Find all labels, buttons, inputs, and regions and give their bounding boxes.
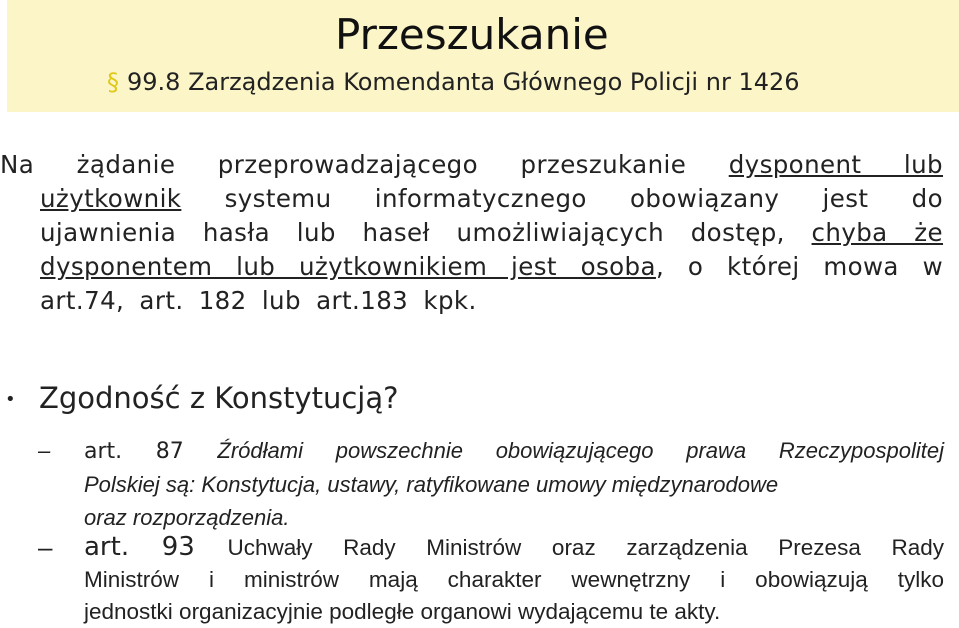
sub-item-line-3: oraz rozporządzenia. bbox=[84, 505, 290, 530]
paragraph-line-4 bbox=[40, 250, 943, 284]
sub-item-line-1 bbox=[84, 434, 944, 468]
sub-item-line-1 bbox=[84, 531, 944, 564]
paragraph-text: , o której mowa w bbox=[655, 252, 944, 281]
sub-item-art-87 bbox=[38, 434, 944, 534]
sub-item-text: Uchwały Rady Ministrów oraz zarządzenia Prezesa Rady bbox=[227, 535, 944, 560]
paragraph-text: ujawnienia hasła lub haseł umożliwiających dostęp, bbox=[40, 218, 812, 247]
underlined-phrase: dysponentem lub użytkownikiem jest osoba bbox=[40, 252, 656, 281]
underlined-phrase: chyba że bbox=[811, 218, 944, 247]
article-ref: art. 93 bbox=[84, 532, 228, 562]
slide-title: Przeszukanie bbox=[335, 10, 609, 59]
underlined-phrase: użytkownik bbox=[40, 184, 182, 213]
bullet-item bbox=[5, 381, 399, 416]
sub-item-art-93 bbox=[38, 531, 944, 628]
paragraph-line-3 bbox=[40, 216, 943, 250]
subtitle-text: 99.8 Zarządzenia Komendanta Głównego Policji nr 1426 bbox=[127, 68, 800, 96]
dash-icon: – bbox=[38, 438, 51, 463]
sub-item-line-2: Polskiej są: Konstytucja, ustawy, ratyfikowane umowy międzynarodowe bbox=[84, 472, 779, 497]
slide-subtitle bbox=[107, 68, 800, 97]
main-paragraph bbox=[0, 148, 944, 318]
paragraph-line-5: art.74, art. 182 lub art.183 kpk. bbox=[40, 286, 477, 315]
underlined-phrase: dysponent lub bbox=[728, 150, 944, 179]
section-symbol-icon: § bbox=[107, 68, 119, 96]
dash-icon: – bbox=[38, 532, 53, 562]
paragraph-text: systemu informatycznego obowiązany jest do bbox=[181, 184, 943, 213]
bullet-dot-icon: • bbox=[5, 389, 16, 411]
paragraph-line-2 bbox=[40, 182, 943, 216]
paragraph-text: Na żądanie przeprowadzającego przeszukanie bbox=[0, 150, 729, 179]
sub-item-line-3: jednostki organizacyjnie podległe organowi wydającemu te akty. bbox=[84, 599, 721, 624]
bullet-text: Zgodność z Konstytucją? bbox=[39, 381, 399, 415]
sub-item-line-2: Ministrów i ministrów mają charakter wewnętrzny i obowiązują tylko bbox=[84, 567, 944, 592]
sub-item-text: Źródłami powszechnie obowiązującego prawa Rzeczypospolitej bbox=[217, 438, 944, 463]
article-ref: art. 87 bbox=[84, 439, 218, 464]
paragraph-line-1 bbox=[0, 148, 943, 182]
